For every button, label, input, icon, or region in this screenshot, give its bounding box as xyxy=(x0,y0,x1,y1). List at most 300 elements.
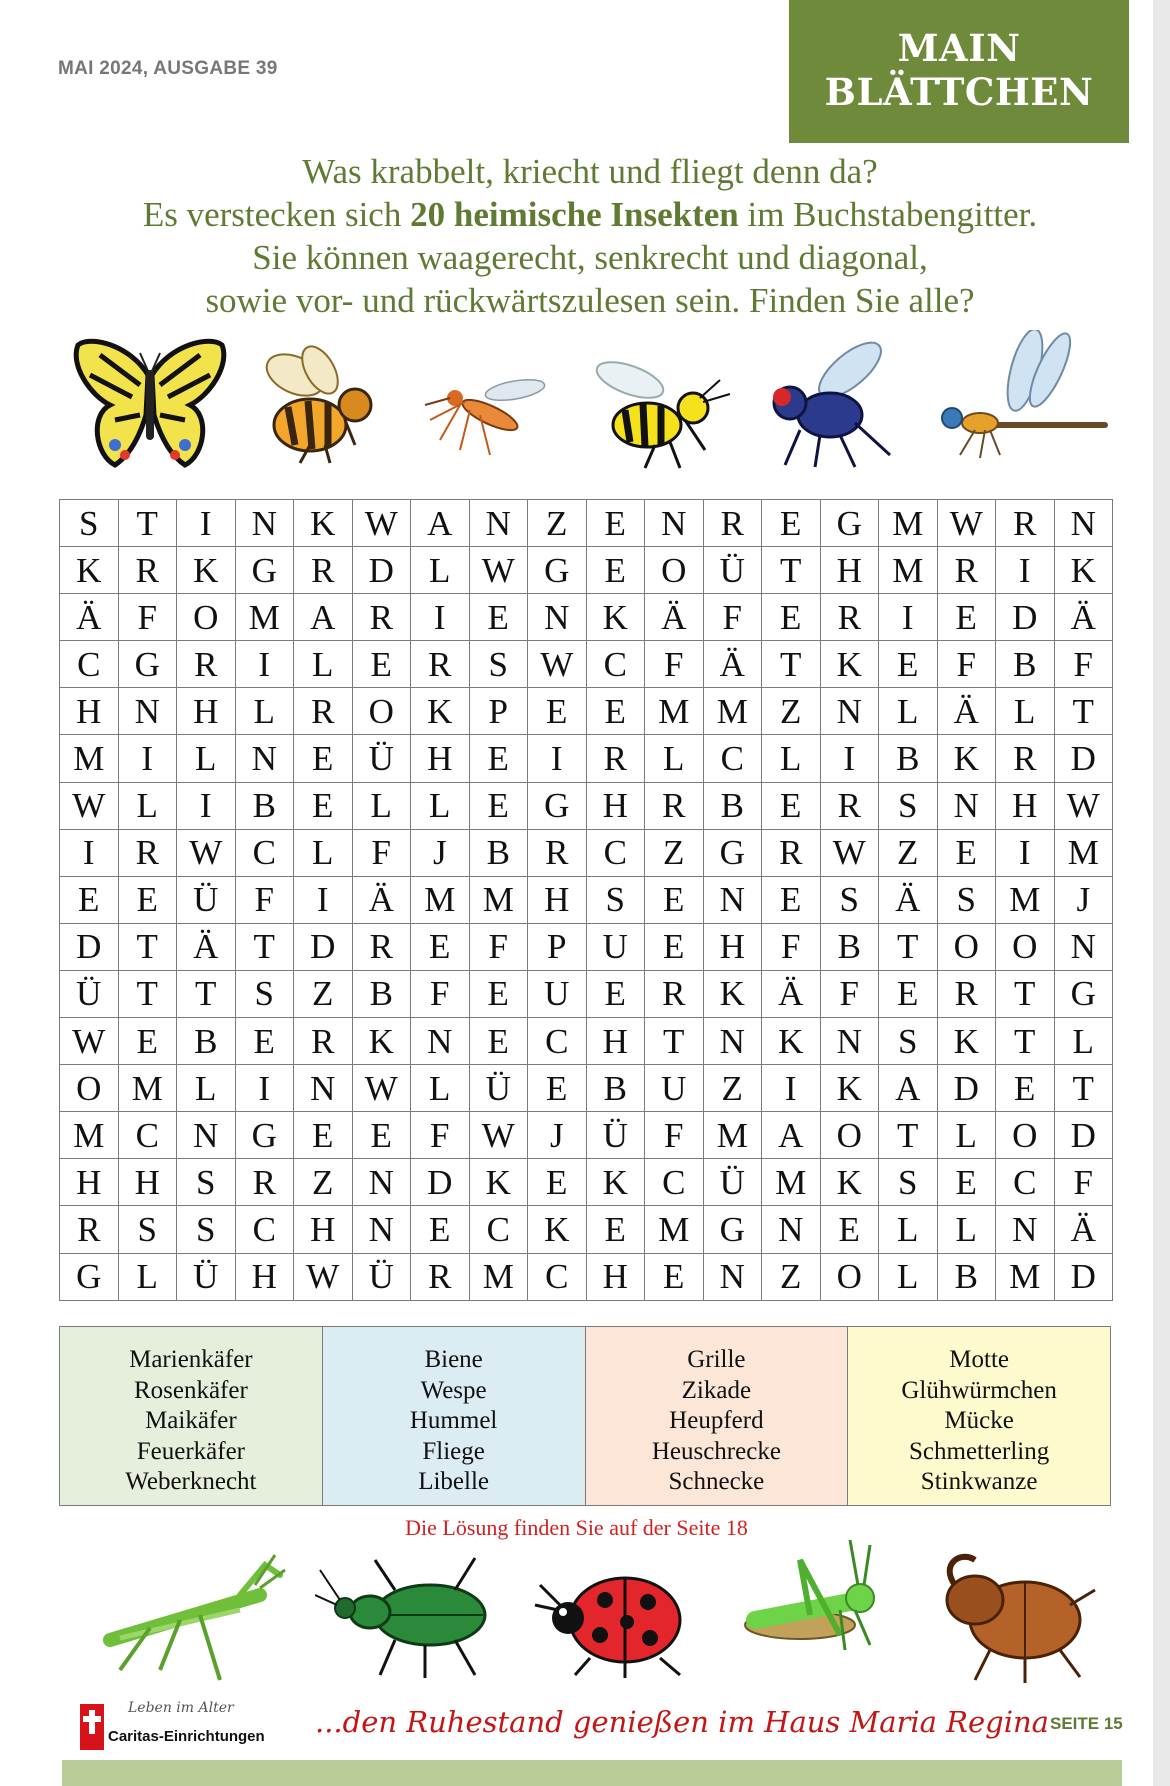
grid-cell: E xyxy=(118,876,177,923)
grid-cell: Z xyxy=(645,829,704,876)
grid-cell: E xyxy=(469,782,528,829)
grid-cell: H xyxy=(294,1206,353,1253)
grid-cell: K xyxy=(177,547,236,594)
grid-cell: O xyxy=(937,923,996,970)
grid-cell: Ä xyxy=(352,876,411,923)
grid-cell: B xyxy=(177,1018,236,1065)
grid-cell: S xyxy=(820,876,879,923)
word-item: Motte xyxy=(949,1346,1009,1373)
grid-cell: M xyxy=(235,594,294,641)
grid-cell: T xyxy=(762,547,821,594)
grid-cell: E xyxy=(352,641,411,688)
grid-cell: Ü xyxy=(586,1112,645,1159)
grid-cell: A xyxy=(879,1065,938,1112)
grid-cell: W xyxy=(60,782,119,829)
grid-cell: G xyxy=(703,829,762,876)
grid-cell: R xyxy=(937,547,996,594)
grid-cell: I xyxy=(177,782,236,829)
grid-cell: S xyxy=(235,970,294,1017)
grid-cell: D xyxy=(1054,735,1113,782)
grid-row xyxy=(60,641,1113,688)
grid-cell: R xyxy=(411,1253,470,1300)
grid-cell: S xyxy=(469,641,528,688)
grid-cell: G xyxy=(703,1206,762,1253)
masthead xyxy=(789,0,1129,143)
grid-cell: N xyxy=(235,500,294,547)
grid-cell: A xyxy=(294,594,353,641)
grid-cell: D xyxy=(60,923,119,970)
grid-cell: G xyxy=(118,641,177,688)
grid-cell: H xyxy=(177,688,236,735)
grid-row xyxy=(60,1206,1113,1253)
grid-cell: D xyxy=(937,1065,996,1112)
grid-cell: Ä xyxy=(177,923,236,970)
grid-cell: O xyxy=(820,1253,879,1300)
grid-cell: E xyxy=(879,970,938,1017)
grid-cell: L xyxy=(235,688,294,735)
grid-cell: F xyxy=(820,970,879,1017)
grid-cell: T xyxy=(879,923,938,970)
grid-cell: E xyxy=(294,735,353,782)
grid-cell: N xyxy=(294,1065,353,1112)
grid-cell: I xyxy=(879,594,938,641)
grid-cell: E xyxy=(235,1018,294,1065)
grid-cell: M xyxy=(762,1159,821,1206)
grid-cell: E xyxy=(937,594,996,641)
grid-row xyxy=(60,500,1113,547)
grid-cell: B xyxy=(996,641,1055,688)
grid-cell: R xyxy=(352,594,411,641)
grid-cell: K xyxy=(820,1065,879,1112)
grid-cell: R xyxy=(60,1206,119,1253)
grid-cell: I xyxy=(118,735,177,782)
grid-cell: O xyxy=(60,1065,119,1112)
grid-cell: R xyxy=(937,970,996,1017)
grid-cell: D xyxy=(294,923,353,970)
grid-cell: G xyxy=(820,500,879,547)
grid-cell: L xyxy=(118,1253,177,1300)
grid-cell: F xyxy=(703,594,762,641)
grid-cell: E xyxy=(762,594,821,641)
grid-cell: H xyxy=(586,1018,645,1065)
grid-cell: M xyxy=(469,1253,528,1300)
grid-cell: S xyxy=(937,876,996,923)
grid-cell: T xyxy=(118,923,177,970)
grid-cell: Ä xyxy=(1054,594,1113,641)
grid-cell: F xyxy=(645,1112,704,1159)
footer-bar xyxy=(62,1760,1122,1786)
grid-cell: C xyxy=(235,829,294,876)
grid-row xyxy=(60,876,1113,923)
grid-cell: T xyxy=(645,1018,704,1065)
grid-cell: L xyxy=(294,641,353,688)
grid-cell: I xyxy=(60,829,119,876)
grid-row xyxy=(60,1159,1113,1206)
grid-cell: R xyxy=(996,500,1055,547)
butterfly-icon xyxy=(70,335,230,475)
grid-cell: R xyxy=(235,1159,294,1206)
grid-cell: R xyxy=(645,970,704,1017)
grid-cell: M xyxy=(879,547,938,594)
grid-cell: E xyxy=(528,1159,587,1206)
grid-cell: N xyxy=(762,1206,821,1253)
grid-cell: E xyxy=(294,1112,353,1159)
footer-tagline: ...den Ruhestand genießen im Haus Maria Regina xyxy=(315,1705,1049,1739)
grid-cell: R xyxy=(352,923,411,970)
word-item: Mücke xyxy=(944,1407,1014,1434)
grid-cell: F xyxy=(1054,1159,1113,1206)
grid-cell: R xyxy=(820,594,879,641)
grid-cell: Ü xyxy=(177,1253,236,1300)
word-item: Fliege xyxy=(422,1437,485,1465)
masthead-line-1: MAIN xyxy=(897,26,1021,70)
grid-cell: K xyxy=(820,641,879,688)
grid-row xyxy=(60,594,1113,641)
caritas-logo xyxy=(80,1698,300,1754)
grid-cell: U xyxy=(528,970,587,1017)
word-item: Schnecke xyxy=(668,1468,765,1495)
grid-cell: E xyxy=(411,1206,470,1253)
grid-cell: I xyxy=(294,876,353,923)
grid-cell: M xyxy=(703,1112,762,1159)
grid-cell: H xyxy=(996,782,1055,829)
word-item: Schmetterling xyxy=(909,1437,1050,1465)
grid-cell: R xyxy=(177,641,236,688)
grid-cell: M xyxy=(703,688,762,735)
grasshopper-icon xyxy=(730,1540,900,1680)
grid-cell: Z xyxy=(294,970,353,1017)
grid-cell: L xyxy=(352,782,411,829)
grid-cell: B xyxy=(469,829,528,876)
grid-cell: K xyxy=(586,1159,645,1206)
grid-cell: Ä xyxy=(1054,1206,1113,1253)
word-item: Wespe xyxy=(420,1376,487,1404)
grid-cell: H xyxy=(586,782,645,829)
grid-cell: E xyxy=(645,923,704,970)
grid-cell: S xyxy=(586,876,645,923)
grid-cell: W xyxy=(820,829,879,876)
grid-cell: C xyxy=(118,1112,177,1159)
grid-cell: K xyxy=(1054,547,1113,594)
grid-cell: E xyxy=(118,1018,177,1065)
grid-cell: E xyxy=(528,1065,587,1112)
grid-cell: E xyxy=(996,1065,1055,1112)
grid-cell: W xyxy=(528,641,587,688)
grid-row xyxy=(60,923,1113,970)
grid-cell: L xyxy=(645,735,704,782)
grid-row xyxy=(60,735,1113,782)
word-item: Hummel xyxy=(409,1407,498,1434)
grid-cell: E xyxy=(586,688,645,735)
intro-line-2-bold: 20 heimische Insekten xyxy=(410,195,739,234)
grid-cell: A xyxy=(762,1112,821,1159)
grid-cell: J xyxy=(528,1112,587,1159)
grid-cell: L xyxy=(294,829,353,876)
grid-cell: Z xyxy=(528,500,587,547)
grid-cell: E xyxy=(586,547,645,594)
grid-cell: C xyxy=(528,1253,587,1300)
grid-cell: Z xyxy=(703,1065,762,1112)
word-item: Libelle xyxy=(418,1468,490,1495)
dragonfly-icon xyxy=(930,330,1110,470)
grid-cell: M xyxy=(469,876,528,923)
grid-cell: E xyxy=(586,1206,645,1253)
word-item: Maikäfer xyxy=(145,1407,237,1434)
grid-cell: G xyxy=(1054,970,1113,1017)
grid-cell: Z xyxy=(879,829,938,876)
fly-icon xyxy=(760,335,900,470)
grid-cell: H xyxy=(118,1159,177,1206)
grid-cell: N xyxy=(528,594,587,641)
intro-line-2-post: im Buchstabengitter. xyxy=(738,195,1038,234)
grid-cell: A xyxy=(411,500,470,547)
grid-cell: R xyxy=(586,735,645,782)
grid-row xyxy=(60,688,1113,735)
grid-cell: B xyxy=(703,782,762,829)
grid-cell: R xyxy=(118,547,177,594)
grid-cell: Ä xyxy=(703,641,762,688)
grid-cell: E xyxy=(586,500,645,547)
grid-cell: G xyxy=(60,1253,119,1300)
grid-cell: Ü xyxy=(469,1065,528,1112)
grid-cell: L xyxy=(996,688,1055,735)
grid-cell: M xyxy=(60,1112,119,1159)
grid-cell: L xyxy=(411,782,470,829)
wasp-icon xyxy=(585,350,735,470)
grid-cell: E xyxy=(645,1253,704,1300)
grid-cell: E xyxy=(820,1206,879,1253)
grid-cell: H xyxy=(411,735,470,782)
grid-cell: C xyxy=(586,829,645,876)
grid-cell: I xyxy=(820,735,879,782)
grid-cell: C xyxy=(235,1206,294,1253)
grid-cell: H xyxy=(60,688,119,735)
top-insect-illustrations xyxy=(60,330,1120,480)
grid-cell: H xyxy=(528,876,587,923)
grid-cell: E xyxy=(60,876,119,923)
grid-cell: N xyxy=(703,1253,762,1300)
grid-cell: E xyxy=(469,594,528,641)
grid-cell: E xyxy=(762,876,821,923)
word-list xyxy=(59,1326,1111,1506)
grid-cell: R xyxy=(645,782,704,829)
grid-cell: L xyxy=(762,735,821,782)
grid-cell: D xyxy=(996,594,1055,641)
grid-cell: T xyxy=(1054,688,1113,735)
rhinoceros-beetle-icon xyxy=(930,1545,1100,1685)
grid-cell: L xyxy=(177,735,236,782)
grid-cell: N xyxy=(820,688,879,735)
grid-cell: Ü xyxy=(352,1253,411,1300)
grid-row xyxy=(60,1065,1113,1112)
grid-cell: E xyxy=(879,641,938,688)
grid-cell: D xyxy=(1054,1112,1113,1159)
intro-line-4: sowie vor- und rückwärtszulesen sein. Finden Sie alle? xyxy=(205,281,975,320)
grid-row xyxy=(60,1112,1113,1159)
grid-cell: C xyxy=(469,1206,528,1253)
grid-cell: L xyxy=(177,1065,236,1112)
grid-cell: F xyxy=(235,876,294,923)
grid-cell: K xyxy=(528,1206,587,1253)
grid-cell: M xyxy=(60,735,119,782)
grid-cell: G xyxy=(528,782,587,829)
grid-cell: N xyxy=(118,688,177,735)
grid-cell: D xyxy=(352,547,411,594)
grid-cell: T xyxy=(996,970,1055,1017)
grid-cell: T xyxy=(118,970,177,1017)
word-item: Biene xyxy=(424,1346,483,1373)
grid-cell: M xyxy=(1054,829,1113,876)
grid-cell: B xyxy=(586,1065,645,1112)
intro-line-3: Sie können waagerecht, senkrecht und diagonal, xyxy=(252,238,928,277)
grid-cell: C xyxy=(60,641,119,688)
grid-cell: F xyxy=(1054,641,1113,688)
grid-cell: O xyxy=(645,547,704,594)
grid-cell: K xyxy=(411,688,470,735)
word-search-grid xyxy=(59,499,1113,1301)
intro-line-1: Was krabbelt, kriecht und fliegt denn da? xyxy=(302,152,878,191)
grid-cell: K xyxy=(352,1018,411,1065)
grid-cell: R xyxy=(294,688,353,735)
grid-cell: B xyxy=(937,1253,996,1300)
grid-cell: R xyxy=(820,782,879,829)
grid-cell: T xyxy=(1054,1065,1113,1112)
word-item: Heuschrecke xyxy=(651,1437,781,1465)
grid-cell: Ü xyxy=(703,547,762,594)
grid-cell: M xyxy=(118,1065,177,1112)
grid-cell: E xyxy=(294,782,353,829)
grid-cell: L xyxy=(1054,1018,1113,1065)
grid-cell: K xyxy=(937,1018,996,1065)
grid-cell: W xyxy=(937,500,996,547)
grid-cell: L xyxy=(879,1206,938,1253)
grid-cell: R xyxy=(294,547,353,594)
grid-cell: R xyxy=(703,500,762,547)
grid-cell: I xyxy=(177,500,236,547)
bottom-insect-illustrations xyxy=(80,1540,1120,1700)
logo-script: Leben im Alter xyxy=(128,1700,234,1716)
grid-cell: R xyxy=(411,641,470,688)
word-item: Heupferd xyxy=(669,1407,764,1434)
word-item: Feuerkäfer xyxy=(136,1437,245,1465)
grid-cell: E xyxy=(937,829,996,876)
intro-text xyxy=(30,150,1150,322)
grid-cell: N xyxy=(996,1206,1055,1253)
grid-cell: G xyxy=(235,1112,294,1159)
grid-cell: P xyxy=(528,923,587,970)
grid-cell: N xyxy=(703,876,762,923)
grid-cell: N xyxy=(1054,500,1113,547)
word-item: Glühwürmchen xyxy=(901,1376,1057,1404)
grid-cell: T xyxy=(235,923,294,970)
intro-line-2 xyxy=(30,193,1150,236)
grid-cell: H xyxy=(60,1159,119,1206)
grid-cell: B xyxy=(235,782,294,829)
grid-row xyxy=(60,829,1113,876)
issue-label: MAI 2024, AUSGABE 39 xyxy=(58,58,278,79)
grid-cell: Z xyxy=(294,1159,353,1206)
grid-cell: Ü xyxy=(703,1159,762,1206)
grid-cell: R xyxy=(762,829,821,876)
grid-cell: E xyxy=(469,1018,528,1065)
grid-cell: L xyxy=(879,688,938,735)
grid-cell: N xyxy=(703,1018,762,1065)
grid-cell: L xyxy=(937,1112,996,1159)
grid-cell: H xyxy=(703,923,762,970)
caritas-cross-icon xyxy=(80,1704,104,1750)
grid-cell: E xyxy=(469,970,528,1017)
grid-cell: Ü xyxy=(352,735,411,782)
grid-cell: K xyxy=(703,970,762,1017)
grid-row xyxy=(60,1018,1113,1065)
masthead-line-2: BLÄTTCHEN xyxy=(824,70,1094,114)
grid-cell: W xyxy=(469,547,528,594)
grid-cell: O xyxy=(820,1112,879,1159)
grid-cell: K xyxy=(820,1159,879,1206)
grid-cell: W xyxy=(1054,782,1113,829)
word-column xyxy=(323,1327,586,1505)
grid-cell: K xyxy=(937,735,996,782)
bee-icon xyxy=(250,345,390,465)
grid-cell: H xyxy=(820,547,879,594)
grid-cell: O xyxy=(996,1112,1055,1159)
grid-cell: L xyxy=(411,1065,470,1112)
grid-cell: C xyxy=(586,641,645,688)
grid-cell: L xyxy=(937,1206,996,1253)
grid-cell: N xyxy=(937,782,996,829)
grid-cell: F xyxy=(762,923,821,970)
grid-cell: R xyxy=(528,829,587,876)
grid-cell: J xyxy=(411,829,470,876)
grid-row xyxy=(60,970,1113,1017)
grid-cell: F xyxy=(352,829,411,876)
grid-cell: D xyxy=(411,1159,470,1206)
grid-cell: K xyxy=(469,1159,528,1206)
grid-cell: R xyxy=(996,735,1055,782)
grid-cell: T xyxy=(177,970,236,1017)
word-item: Zikade xyxy=(681,1376,752,1404)
grid-cell: N xyxy=(235,735,294,782)
grid-cell: G xyxy=(528,547,587,594)
solution-note: Die Lösung finden Sie auf der Seite 18 xyxy=(405,1515,748,1540)
grid-cell: S xyxy=(879,782,938,829)
intro-line-2-pre: Es verstecken sich xyxy=(142,195,411,234)
grid-cell: S xyxy=(879,1159,938,1206)
grid-cell: L xyxy=(879,1253,938,1300)
grid-cell: B xyxy=(820,923,879,970)
grid-row xyxy=(60,1253,1113,1300)
grid-cell: E xyxy=(528,688,587,735)
grid-cell: I xyxy=(762,1065,821,1112)
grid-cell: B xyxy=(879,735,938,782)
grid-cell: I xyxy=(411,594,470,641)
grid-cell: L xyxy=(411,547,470,594)
grid-cell: M xyxy=(645,688,704,735)
grid-cell: W xyxy=(469,1112,528,1159)
grid-cell: M xyxy=(645,1206,704,1253)
grid-cell: I xyxy=(235,641,294,688)
grid-cell: Ä xyxy=(762,970,821,1017)
ground-beetle-icon xyxy=(315,1550,505,1680)
grid-cell: F xyxy=(411,1112,470,1159)
grid-cell: E xyxy=(762,500,821,547)
mantis-icon xyxy=(90,1540,290,1690)
grid-cell: N xyxy=(645,500,704,547)
grid-cell: C xyxy=(528,1018,587,1065)
grid-cell: Z xyxy=(762,1253,821,1300)
grid-cell: F xyxy=(469,923,528,970)
grid-cell: W xyxy=(352,500,411,547)
